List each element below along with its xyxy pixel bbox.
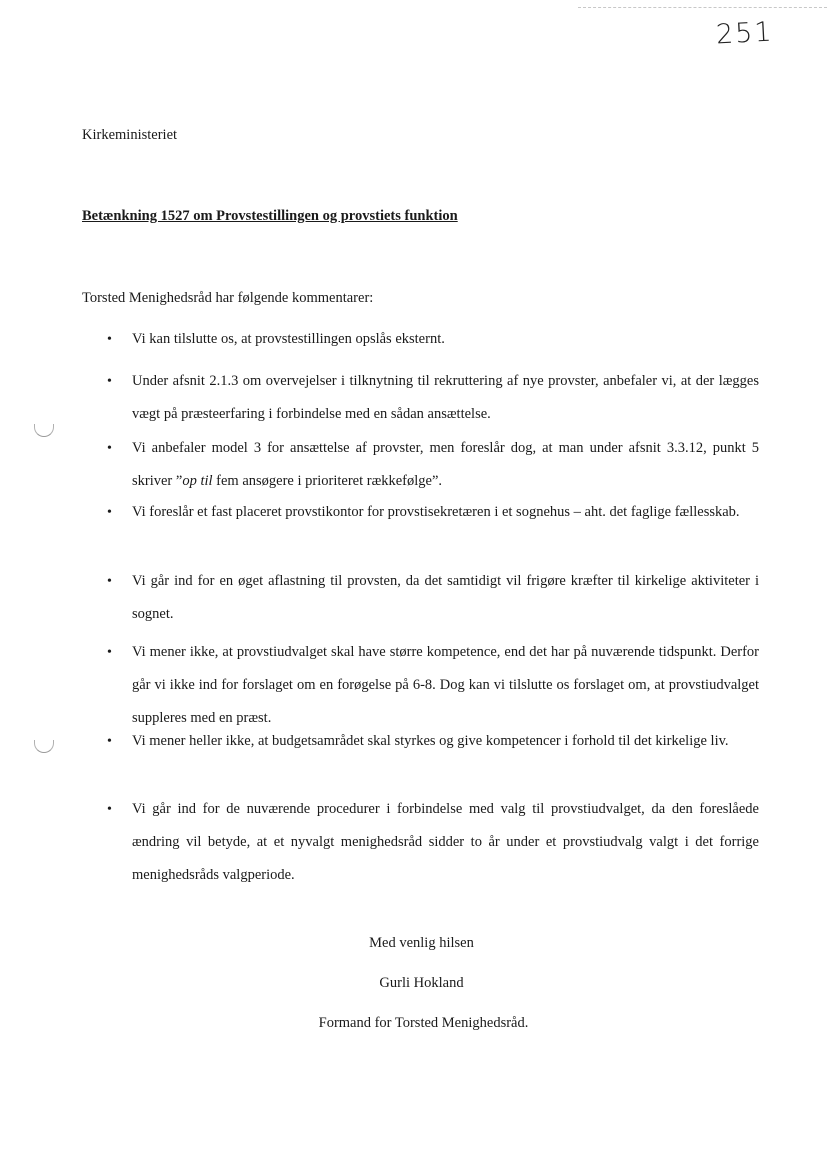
list-item-text: Vi går ind for de nuværende procedurer i forbindelse med valg til provstiudvalget, da den foreslåede ændring vil betyde, at et nyvalgt menighedsråd sidder to år under et provstiudvalg valgt i det forrige menighedsråds valgperiode. [132, 801, 759, 883]
signer-name: Gurli Hokland [379, 975, 464, 991]
list-item [107, 725, 759, 758]
list-item-text: Vi foreslår et fast placeret provstikontor for provstisekretæren i et sognehus – aht. det faglige fællesskab. [132, 504, 740, 520]
emphasis-text: op til [182, 473, 213, 489]
list-item-text: Under afsnit 2.1.3 om overvejelser i tilknytning til rekruttering af nye provster, anbefaler vi, at der lægges vægt på præsteerfaring i forbindelse med en sådan ansættelse. [132, 373, 759, 422]
bullet-icon: • [107, 332, 112, 347]
punch-hole-mark [34, 740, 54, 753]
list-item-text: Vi kan tilslutte os, at provstestillingen opslås eksternt. [132, 331, 445, 347]
bullet-icon: • [107, 802, 112, 817]
list-item [107, 365, 759, 431]
handwritten-page-number: 251 [715, 16, 775, 51]
recipient: Kirkeministeriet [82, 127, 178, 143]
list-item [107, 323, 759, 356]
bullet-icon: • [107, 374, 112, 389]
list-item [107, 636, 759, 735]
bullet-icon: • [107, 574, 112, 589]
list-item-text [132, 432, 759, 498]
list-item-text: Vi mener ikke, at provstiudvalget skal have større kompetence, end det har på nuværende tidspunkt. Derfor går vi ikke ind for forslaget om en forøgelse på 6-8. Dog kan vi tilslutte os forslaget om, at provstiudvalget suppleres med en præst. [132, 644, 759, 726]
list-item [107, 793, 759, 892]
list-item-text-part: fem ansøgere i prioriteret rækkefølge”. [212, 473, 443, 489]
intro-text: Torsted Menighedsråd har følgende kommentarer: [82, 290, 374, 306]
list-item [107, 432, 759, 498]
subject-heading: Betænkning 1527 om Provstestillingen og provstiets funktion [82, 208, 458, 224]
list-item [107, 496, 759, 529]
list-item-text: Vi mener heller ikke, at budgetsamrådet skal styrkes og give kompetencer i forhold til det kirkelige liv. [132, 733, 729, 749]
list-item [107, 565, 759, 631]
bullet-icon: • [107, 441, 112, 456]
scan-edge-line [578, 7, 827, 8]
list-item-text-part: Vi anbefaler model 3 for ansættelse af provster, men foreslår dog, at man under afsnit 3.3.12, punkt 5 skriver ” [132, 440, 759, 489]
punch-hole-mark [34, 424, 54, 437]
bullet-icon: • [107, 505, 112, 520]
closing-greeting: Med venlig hilsen [369, 935, 474, 951]
bullet-icon: • [107, 645, 112, 660]
bullet-icon: • [107, 734, 112, 749]
signer-title: Formand for Torsted Menighedsråd. [318, 1015, 529, 1031]
list-item-text: Vi går ind for en øget aflastning til provsten, da det samtidigt vil frigøre kræfter til kirkelige aktiviteter i sognet. [132, 573, 759, 622]
